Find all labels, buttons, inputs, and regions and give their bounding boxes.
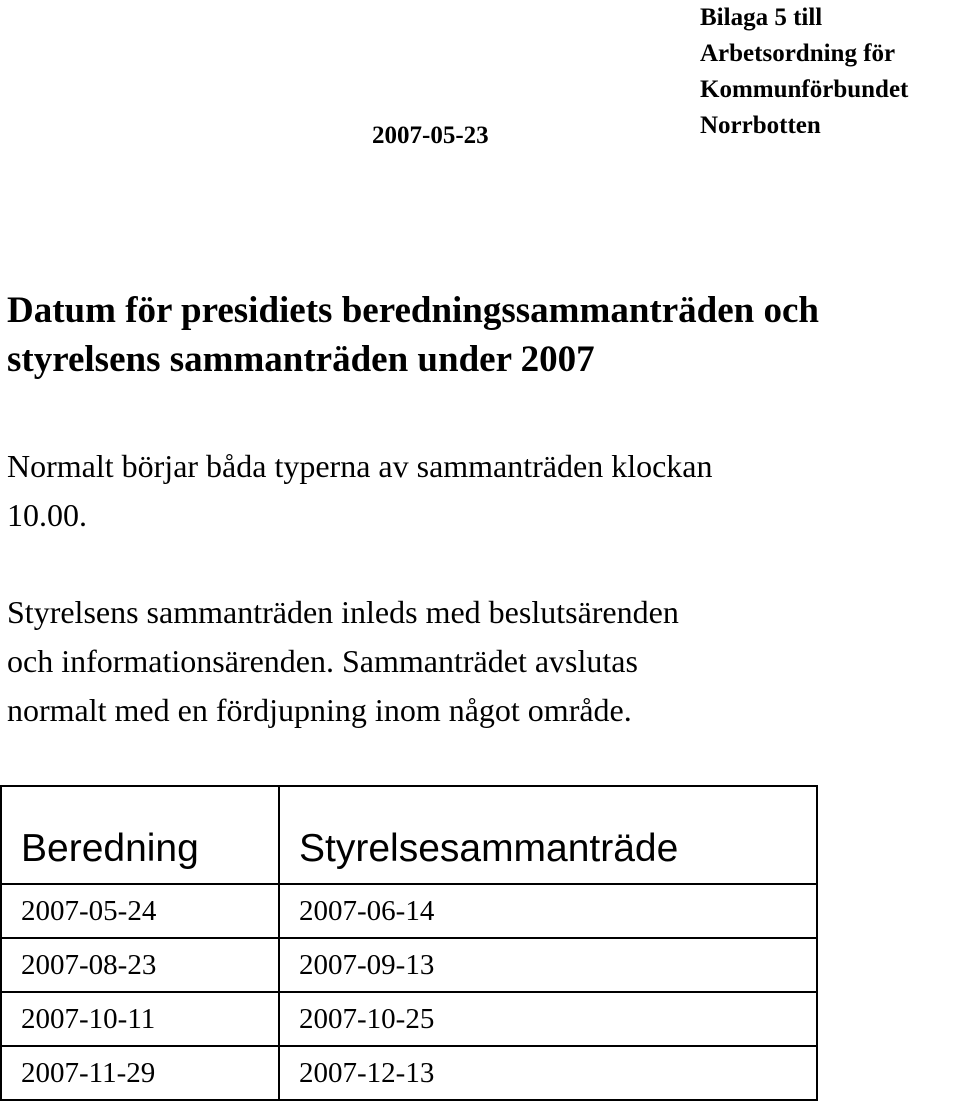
table-row: [1, 1046, 817, 1100]
document-date: 2007-05-23: [372, 122, 489, 149]
attachment-line: Arbetsordning för: [700, 40, 896, 67]
attachment-line: Bilaga 5 till: [700, 4, 823, 31]
styrelse-date: 2007-06-14: [279, 884, 817, 938]
styrelse-date: 2007-09-13: [279, 938, 817, 992]
beredning-date: 2007-11-29: [1, 1046, 279, 1100]
table-row: [1, 992, 817, 1046]
attachment-line: Norrbotten: [700, 112, 821, 139]
title-line: Datum för presidiets beredningssammanträden och: [7, 290, 819, 331]
table-row: [1, 884, 817, 938]
attachment-reference: [700, 0, 908, 144]
styrelse-date: 2007-12-13: [279, 1046, 817, 1100]
agenda-paragraph: [7, 588, 679, 735]
meeting-schedule-table: [0, 785, 818, 1101]
title-line: styrelsens sammanträden under 2007: [7, 339, 595, 380]
beredning-date: 2007-10-11: [1, 992, 279, 1046]
table-row: [1, 938, 817, 992]
column-header-beredning: Beredning: [1, 786, 279, 884]
column-header-styrelsesammantrade: Styrelsesammanträde: [279, 786, 817, 884]
paragraph-line: och informationsärenden. Sammanträdet avslutas: [7, 643, 638, 679]
paragraph-line: normalt med en fördjupning inom något område.: [7, 692, 632, 728]
attachment-line: Kommunförbundet: [700, 76, 909, 103]
paragraph-line: Styrelsens sammanträden inleds med beslutsärenden: [7, 594, 679, 630]
paragraph-line: Normalt börjar båda typerna av sammanträden klockan: [7, 448, 713, 484]
styrelse-date: 2007-10-25: [279, 992, 817, 1046]
beredning-date: 2007-08-23: [1, 938, 279, 992]
document-title: [7, 286, 819, 384]
table-header-row: [1, 786, 817, 884]
paragraph-line: 10.00.: [7, 497, 87, 533]
start-time-paragraph: [7, 442, 713, 540]
beredning-date: 2007-05-24: [1, 884, 279, 938]
